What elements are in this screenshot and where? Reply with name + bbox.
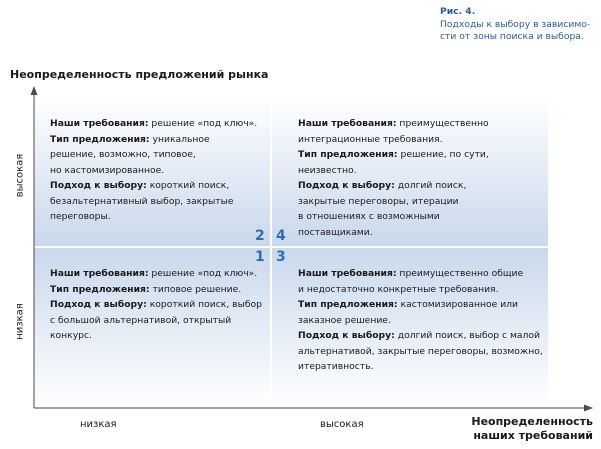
quadrant-row-text: короткий поиск, — [146, 180, 230, 191]
quadrant-1-text — [50, 266, 265, 344]
quadrant-row — [298, 297, 558, 313]
quadrant-row-text: уникальное — [149, 133, 210, 145]
quadrant-row — [298, 225, 548, 241]
quadrant-row — [298, 194, 548, 210]
quadrant-4-text — [298, 116, 548, 240]
quadrant-row-label: Наши требования: — [50, 268, 149, 279]
quadrant-row — [50, 266, 265, 282]
quadrant-row — [50, 328, 265, 344]
quadrant-row — [50, 163, 265, 179]
quadrant-row-text: альтернативой, закрытые переговоры, возможно, — [298, 345, 543, 357]
quadrant-row — [298, 209, 548, 225]
quadrant-row-text: интеграционные требования. — [298, 133, 443, 145]
quadrant-row — [50, 194, 265, 210]
quadrant-number-2: 2 — [255, 228, 265, 244]
quadrant-2-text — [50, 116, 265, 225]
quadrant-row-label: Тип предложения: — [50, 133, 150, 145]
quadrant-row — [50, 209, 265, 225]
quadrant-row — [298, 132, 548, 148]
quadrant-row — [298, 147, 548, 163]
quadrant-row-text: поставщиками. — [298, 226, 373, 238]
quadrant-row — [298, 313, 558, 329]
x-axis-title-line-2: наших требований — [473, 429, 593, 442]
quadrant-row-text: конкурс. — [50, 330, 92, 341]
quadrant-row-text: типовое решение. — [149, 283, 242, 295]
quadrant-row-label: Тип предложения: — [50, 283, 150, 295]
quadrant-row-text: неизвестно. — [298, 164, 357, 176]
quadrant-row-text: закрытые переговоры, итерации — [298, 195, 459, 207]
y-axis-arrow-icon — [31, 86, 38, 95]
quadrant-row-text: решение «под ключ». — [148, 268, 258, 279]
quadrant-row-text: и недостаточно конкретные требования. — [298, 283, 499, 295]
quadrant-row — [50, 313, 265, 329]
quadrant-number-4: 4 — [276, 228, 286, 244]
figure-number: Рис. 4. — [440, 6, 476, 17]
x-axis-title — [471, 415, 593, 443]
figure-caption-line-2: сти от зоны поиска и выбора. — [440, 31, 584, 42]
quadrant-row — [50, 178, 265, 194]
quadrant-row-text: преимущественно — [396, 118, 489, 129]
quadrant-row — [298, 344, 558, 360]
x-axis-arrow-icon — [584, 405, 593, 412]
quadrant-row-label: Подход к выбору: — [50, 299, 147, 310]
quadrant-row — [298, 116, 548, 132]
quadrant-row-label: Тип предложения: — [298, 149, 398, 160]
x-axis-title-line-1: Неопределенность — [471, 415, 593, 428]
y-tick-low: низкая — [14, 303, 26, 340]
quadrant-row-label: Наши требования: — [298, 118, 397, 129]
quadrant-row — [298, 178, 548, 194]
quadrant-row — [50, 116, 265, 132]
quadrant-row — [50, 132, 265, 148]
quadrant-row-label: Тип предложения: — [298, 299, 398, 310]
quadrant-row-label: Наши требования: — [298, 268, 397, 279]
quadrant-row-text: заказное решение. — [298, 314, 391, 326]
quadrant-row — [298, 266, 558, 282]
figure-caption-line-1: Подходы к выбору в зависимо- — [440, 18, 591, 30]
quadrant-row-label: Подход к выбору: — [50, 180, 147, 191]
quadrant-row-text: в отношениях с возможными — [298, 211, 440, 222]
quadrant-row-text: преимущественно общие — [396, 268, 524, 279]
quadrant-number-3: 3 — [276, 249, 286, 265]
quadrant-row — [298, 328, 558, 344]
quadrant-row-text: переговоры. — [50, 211, 111, 222]
quadrant-row-label: Подход к выбору: — [298, 330, 395, 341]
quadrant-row-label: Подход к выбору: — [298, 180, 395, 191]
quadrant-row — [298, 359, 558, 375]
quadrant-row-text: решение, возможно, типовое, — [50, 149, 196, 160]
y-tick-high: высокая — [14, 153, 26, 198]
quadrant-row — [50, 297, 265, 313]
quadrant-row-text: решение «под ключ». — [148, 118, 258, 129]
quadrant-number-1: 1 — [255, 249, 265, 265]
quadrant-row — [298, 282, 558, 298]
quadrant-row — [298, 163, 548, 179]
quadrant-row-text: долгий поиск, выбор с малой — [394, 330, 541, 341]
quadrant-row-text: безальтернативный выбор, закрытые — [50, 195, 234, 207]
quadrant-row-text: кастомизированное или — [397, 299, 519, 310]
quadrant-row-text: короткий поиск, выбор — [146, 299, 262, 310]
quadrant-row — [50, 147, 265, 163]
quadrant-3-text — [298, 266, 558, 375]
quadrant-row-text: но кастомизированное. — [50, 164, 165, 176]
quadrant-row-text: с большой альтернативой, открытый — [50, 314, 232, 326]
y-axis-title: Неопределенность предложений рынка — [10, 68, 269, 81]
quadrant-row-label: Наши требования: — [50, 118, 149, 129]
quadrant-row-text: долгий поиск, — [394, 180, 467, 191]
quadrant-row-text: итеративность. — [298, 361, 374, 372]
quadrant-row — [50, 282, 265, 298]
quadrant-row-text: решение, по сути, — [397, 149, 489, 160]
x-tick-high: высокая — [320, 419, 364, 430]
x-tick-low: низкая — [80, 419, 117, 430]
